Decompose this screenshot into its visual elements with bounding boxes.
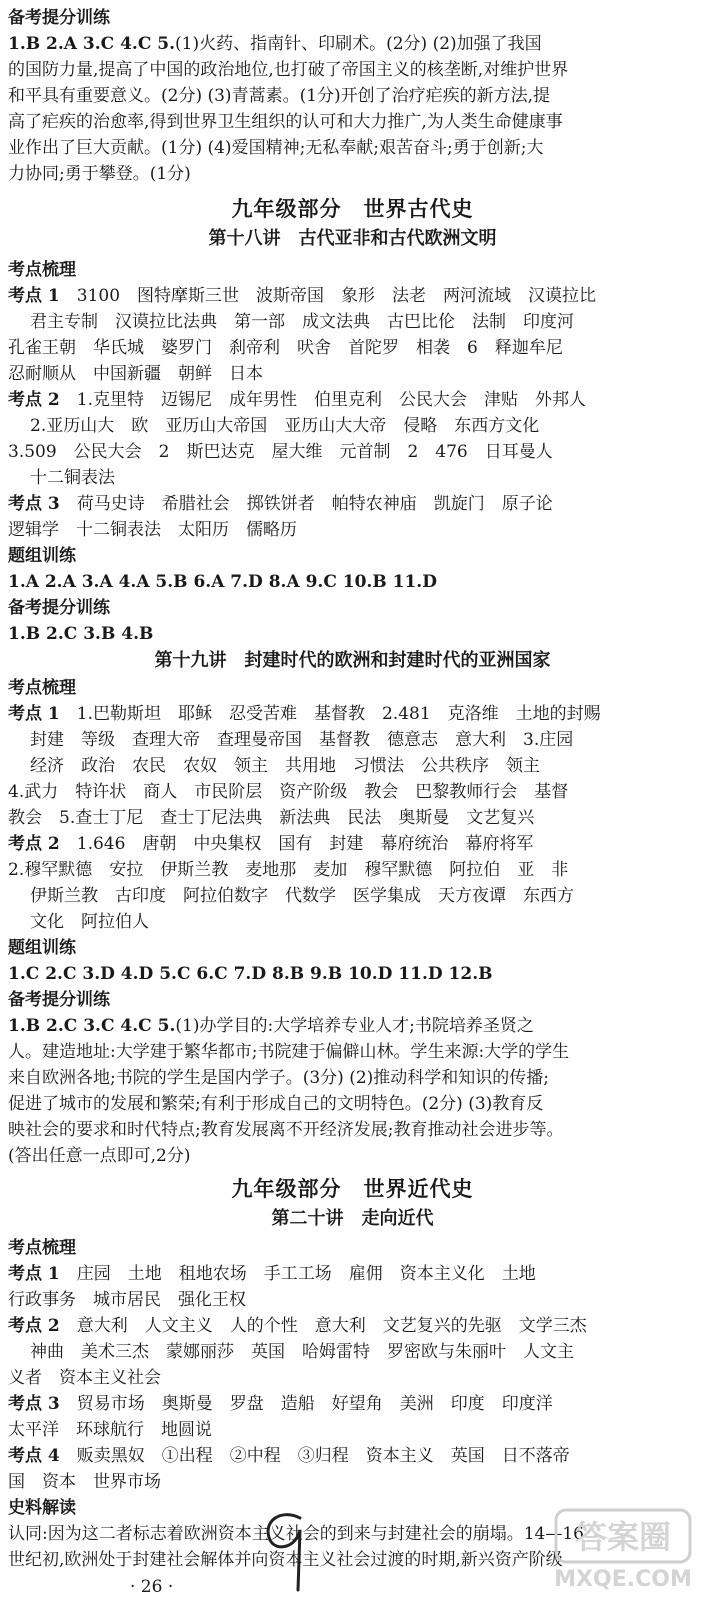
section-heading: 题组训练: [8, 546, 76, 566]
svg-text:答案圈: 答案圈: [574, 1518, 672, 1556]
answer-line: 行政事务 城市居民 强化王权: [8, 1290, 246, 1310]
answer-line: 人。建造地址:大学建于繁华都市;书院建于偏僻山林。学生来源:大学的学生: [8, 1042, 570, 1062]
answer-line: [8, 1262, 700, 1286]
answer-line: 世纪初,欧洲处于封建社会解体并向资本主义社会过渡的时期,新兴资产阶级: [8, 1550, 563, 1570]
answer-line: 力协同;勇于攀登。(1分): [8, 164, 191, 184]
answer-line: 国 资本 世界市场: [8, 1472, 161, 1492]
answer-line: 逻辑学 十二铜表法 太阳历 儒略历: [8, 520, 297, 540]
point-label: 考点 4: [8, 1446, 60, 1466]
answer-text: 贸易市场 奥斯曼 罗盘 造船 好望角 美洲 印度 印度洋: [76, 1394, 553, 1414]
point-label: 考点 3: [8, 1394, 60, 1414]
answer-line: [8, 1014, 700, 1038]
answer-text: 贩卖黑奴 ①出程 ②中程 ③归程 资本主义 英国 日不落帝: [76, 1446, 570, 1466]
answer-line: 忍耐顺从 中国新疆 朝鲜 日本: [8, 364, 263, 384]
answer-line: 促进了城市的发展和繁荣;有利于形成自己的文明特色。(2分) (3)教育反: [8, 1094, 544, 1114]
lecture-title: 第二十讲 走向近代: [271, 1208, 434, 1229]
answer-line: 教会 5.查士丁尼 查士丁尼法典 新法典 民法 奥斯曼 文艺复兴: [8, 808, 535, 828]
answer-line: 君主专制 汉谟拉比法典 第一部 成文法典 古巴比伦 法制 印度河: [30, 312, 574, 332]
answer-text: 庄园 土地 租地农场 手工工场 雇佣 资本主义化 土地: [76, 1264, 536, 1284]
watermark-logo: [548, 1506, 698, 1594]
answer-line: 2.穆罕默德 安拉 伊斯兰教 麦地那 麦加 穆罕默德 阿拉伯 亚 非: [8, 860, 569, 880]
section-heading: 题组训练: [8, 938, 76, 958]
point-label: 考点 3: [8, 494, 60, 514]
choice-answers: 1.B 2.C 3.C 4.C 5.: [8, 1016, 176, 1036]
answer-line: [8, 388, 700, 412]
choice-answers: 1.B 2.C 3.B 4.B: [8, 624, 154, 644]
part-title: 九年级部分 世界近代史: [231, 1176, 474, 1201]
svg-text:MXQE.COM: MXQE.COM: [554, 1567, 692, 1592]
choice-answers: 1.A 2.A 3.A 4.A 5.B 6.A 7.D 8.A 9.C 10.B 11.D: [8, 572, 437, 592]
answer-text: 1.巴勒斯坦 耶稣 忍受苦难 基督教 2.481 克洛维 土地的封赐: [76, 704, 601, 724]
answer-line: 的国防力量,提高了中国的政治地位,也打破了帝国主义的核垄断,对维护世界: [8, 60, 569, 80]
handwritten-nine-mark: [240, 1500, 330, 1600]
answer-line: 太平洋 环球航行 地圆说: [8, 1420, 212, 1440]
answer-text: (1)办学目的:大学培养专业人才;书院培养圣贤之: [175, 1016, 534, 1036]
choice-answers: 1.C 2.C 3.D 4.D 5.C 6.C 7.D 8.B 9.B 10.D 11.D 12.B: [8, 964, 493, 984]
answer-text: 3100 图特摩斯三世 波斯帝国 象形 法老 两河流域 汉谟拉比: [76, 286, 597, 306]
lecture-title: 第十九讲 封建时代的欧洲和封建时代的亚洲国家: [154, 650, 551, 671]
answer-line: [8, 1392, 700, 1416]
answer-line: 高了疟疾的治愈率,得到世界卫生组织的认可和大力推广,为人类生命健康事: [8, 112, 563, 132]
answer-line: [8, 1314, 700, 1338]
answer-line: (答出任意一点即可,2分): [8, 1146, 191, 1166]
lecture-title: 第十八讲 古代亚非和古代欧洲文明: [208, 228, 497, 249]
section-heading: 备考提分训练: [8, 598, 110, 618]
answer-line: 映社会的要求和时代特点;教育发展离不开经济发展;教育推动社会进步等。: [8, 1120, 564, 1140]
answer-line: 4.武力 特许状 商人 市民阶层 资产阶级 教会 巴黎教师行会 基督: [8, 782, 569, 802]
page-number: · 26 ·: [130, 1577, 174, 1597]
answer-line: 认同:因为这二者标志着欧洲资本主义社会的到来与封建社会的崩塌。14—16: [8, 1524, 584, 1544]
section-heading: 备考提分训练: [8, 8, 110, 28]
answer-line: 3.509 公民大会 2 斯巴达克 屋大维 元首制 2 476 日耳曼人: [8, 442, 553, 462]
answer-line: 经济 政治 农民 农奴 领主 共用地 习惯法 公共秩序 领主: [30, 756, 540, 776]
point-label: 考点 2: [8, 1316, 60, 1336]
answer-line: [8, 702, 700, 726]
section-heading: 史料解读: [8, 1498, 76, 1518]
answer-line: [8, 284, 700, 308]
answer-line: [8, 1444, 700, 1468]
answer-text: 荷马史诗 希腊社会 掷铁饼者 帕特农神庙 凯旋门 原子论: [76, 494, 553, 514]
answer-text: 1.646 唐朝 中央集权 国有 封建 幕府统治 幕府将军: [76, 834, 534, 854]
answer-line: [8, 492, 700, 516]
section-heading: 考点梳理: [8, 260, 76, 280]
point-label: 考点 2: [8, 834, 60, 854]
point-label: 考点 2: [8, 390, 60, 410]
answer-line: 伊斯兰教 古印度 阿拉伯数字 代数学 医学集成 天方夜谭 东西方: [30, 886, 574, 906]
section-heading: 考点梳理: [8, 1238, 76, 1258]
point-label: 考点 1: [8, 286, 60, 306]
answer-line: 义者 资本主义社会: [8, 1368, 161, 1388]
answer-text: 意大利 人文主义 人的个性 意大利 文艺复兴的先驱 文学三杰: [76, 1316, 587, 1336]
answer-line: 文化 阿拉伯人: [30, 912, 149, 932]
answer-line: 十二铜表法: [30, 468, 115, 488]
part-title: 九年级部分 世界古代史: [231, 196, 474, 221]
answer-line: 来自欧洲各地;书院的学生是国内学子。(3分) (2)推动科学和知识的传播;: [8, 1068, 550, 1088]
answer-line: 封建 等级 查理大帝 查理曼帝国 基督教 德意志 意大利 3.庄园: [30, 730, 574, 750]
answer-text: 1.克里特 迈锡尼 成年男性 伯里克利 公民大会 津贴 外邦人: [76, 390, 586, 410]
answer-line: 2.亚历山大 欧 亚历山大帝国 亚历山大大帝 侵略 东西方文化: [30, 416, 540, 436]
section-heading: 考点梳理: [8, 678, 76, 698]
point-label: 考点 1: [8, 704, 60, 724]
answer-line: 孔雀王朝 华氏城 婆罗门 刹帝利 吠舍 首陀罗 相袭 6 释迦牟尼: [8, 338, 563, 358]
answer-line: [8, 832, 700, 856]
point-label: 考点 1: [8, 1264, 60, 1284]
answer-line: [8, 32, 700, 56]
choice-answers: 1.B 2.A 3.C 4.C 5.: [8, 34, 176, 54]
answer-text: (1)火药、指南针、印刷术。(2分) (2)加强了我国: [175, 34, 542, 54]
answer-line: 神曲 美术三杰 蒙娜丽莎 英国 哈姆雷特 罗密欧与朱丽叶 人文主: [30, 1342, 574, 1362]
answer-line: 业作出了巨大贡献。(1分) (4)爱国精神;无私奉献;艰苦奋斗;勇于创新;大: [8, 138, 544, 158]
answer-line: 和平具有重要意义。(2分) (3)青蒿素。(1分)开创了治疗疟疾的新方法,提: [8, 86, 551, 106]
section-heading: 备考提分训练: [8, 990, 110, 1010]
